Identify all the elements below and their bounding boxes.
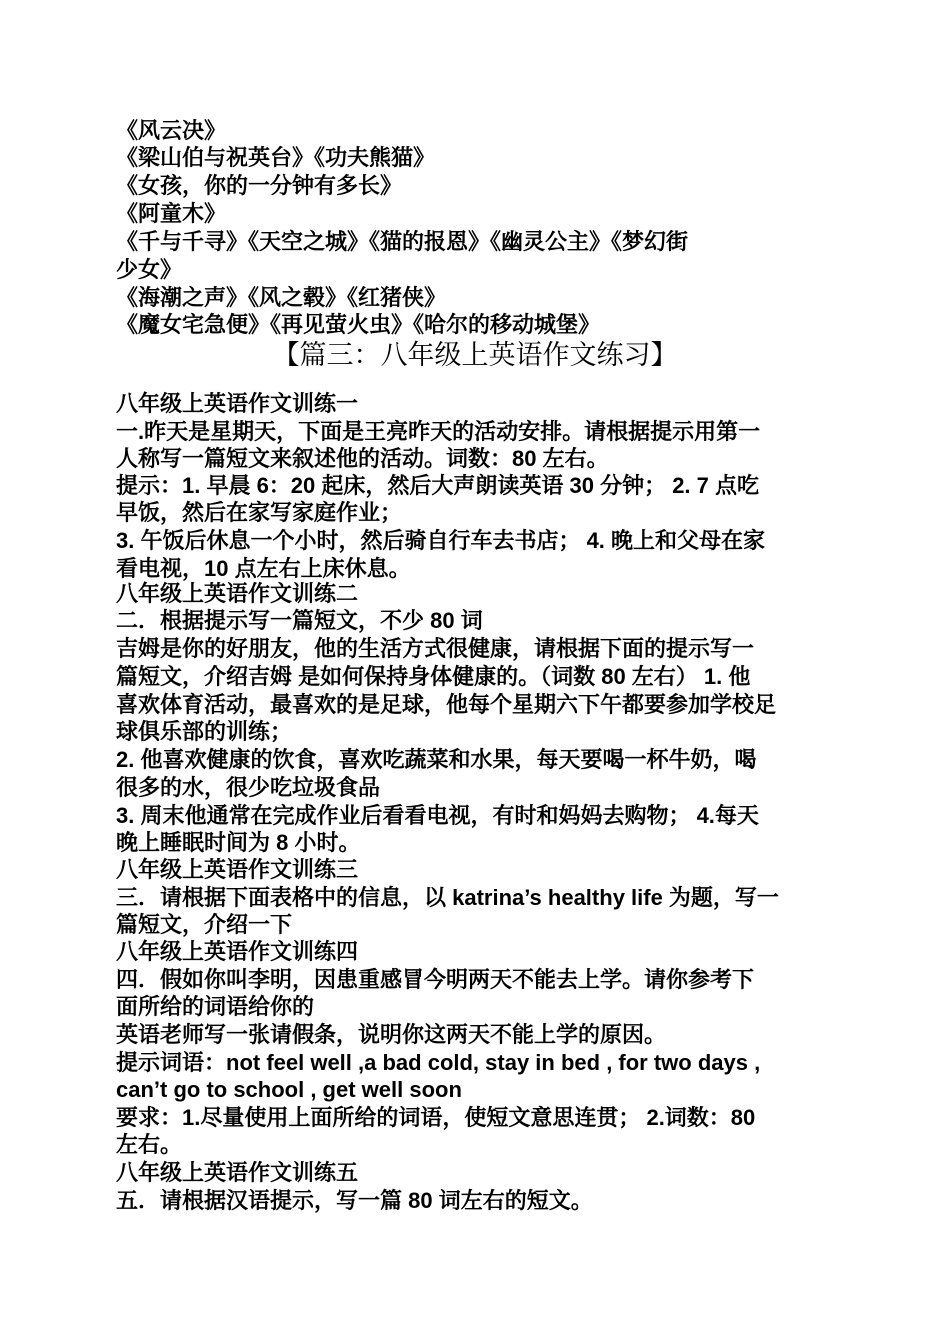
text-line: 二．根据提示写一篇短文，不少 80 词 bbox=[116, 608, 483, 633]
text-line: 吉姆是你的好朋友，他的生活方式很健康，请根据下面的提示写一 bbox=[116, 636, 755, 661]
movie-line: 《阿童木》 bbox=[116, 201, 227, 226]
text-line: 篇短文，介绍吉姆 是如何保持身体健康的。（词数 80 左右） 1. 他 bbox=[116, 664, 751, 689]
movie-line: 《千与千寻》《天空之城》《猫的报恩》《幽灵公主》《梦幻街 bbox=[116, 229, 689, 254]
text-line: 提示词语：not feel well ,a bad cold, stay in bed , for two days , bbox=[116, 1050, 761, 1075]
movie-line: 《梁山伯与祝英台》《功夫熊猫》 bbox=[116, 145, 436, 170]
text-line: can’t go to school , get well soon bbox=[116, 1077, 462, 1102]
text-line: 一.昨天是星期天，下面是王亮昨天的活动安排。请根据提示用第一 bbox=[116, 419, 761, 444]
exercise-title: 八年级上英语作文训练五 bbox=[116, 1160, 359, 1185]
exercise-title: 八年级上英语作文训练四 bbox=[116, 939, 359, 964]
exercise-title: 八年级上英语作文训练二 bbox=[116, 581, 359, 606]
text-line: 人称写一篇短文来叙述他的活动。词数：80 左右。 bbox=[116, 446, 609, 471]
text-line: 左右。 bbox=[116, 1132, 183, 1157]
text-line: 球俱乐部的训练； bbox=[116, 719, 293, 744]
exercise-title: 八年级上英语作文训练一 bbox=[116, 391, 359, 416]
movie-line: 《风云决》 bbox=[116, 118, 227, 143]
movie-line: 《海潮之声》《风之毂》《红猪侠》 bbox=[116, 285, 447, 310]
movie-line: 少女》 bbox=[116, 257, 183, 282]
exercise-title: 八年级上英语作文训练三 bbox=[116, 857, 359, 882]
text-line: 很多的水，很少吃垃圾食品 bbox=[116, 775, 381, 800]
movie-line: 《魔女宅急便》《再见萤火虫》《哈尔的移动城堡》 bbox=[116, 312, 601, 337]
text-line: 早饭，然后在家写家庭作业； bbox=[116, 500, 403, 525]
text-line: 英语老师写一张请假条，说明你这两天不能上学的原因。 bbox=[116, 1022, 667, 1047]
text-line: 篇短文，介绍一下 bbox=[116, 912, 293, 937]
section-heading: 【篇三：八年级上英语作文练习】 bbox=[272, 340, 678, 370]
text-line: 看电视，10 点左右上床休息。 bbox=[116, 556, 411, 581]
text-line: 喜欢体育活动，最喜欢的是足球，他每个星期六下午都要参加学校足 bbox=[116, 692, 777, 717]
text-line: 面所给的词语给你的 bbox=[116, 994, 315, 1019]
text-line: 晚上睡眠时间为 8 小时。 bbox=[116, 830, 361, 855]
text-line: 3. 周末他通常在完成作业后看看电视，有时和妈妈去购物； 4.每天 bbox=[116, 803, 759, 828]
movie-line: 《女孩，你的一分钟有多长》 bbox=[116, 173, 403, 198]
text-line: 五．请根据汉语提示，写一篇 80 词左右的短文。 bbox=[116, 1188, 593, 1213]
text-line: 提示：1. 早晨 6：20 起床，然后大声朗读英语 30 分钟； 2. 7 点吃 bbox=[116, 473, 760, 498]
text-line: 3. 午饭后休息一个小时，然后骑自行车去书店； 4. 晚上和父母在家 bbox=[116, 528, 766, 553]
text-line: 2. 他喜欢健康的饮食，喜欢吃蔬菜和水果，每天要喝一杯牛奶，喝 bbox=[116, 747, 757, 772]
text-line: 要求：1.尽量使用上面所给的词语，使短文意思连贯； 2.词数：80 bbox=[116, 1105, 756, 1130]
text-line: 三．请根据下面表格中的信息，以 katrina’s healthy life 为题，写一 bbox=[116, 885, 779, 910]
text-line: 四．假如你叫李明，因患重感冒今明两天不能去上学。请你参考下 bbox=[116, 967, 755, 992]
